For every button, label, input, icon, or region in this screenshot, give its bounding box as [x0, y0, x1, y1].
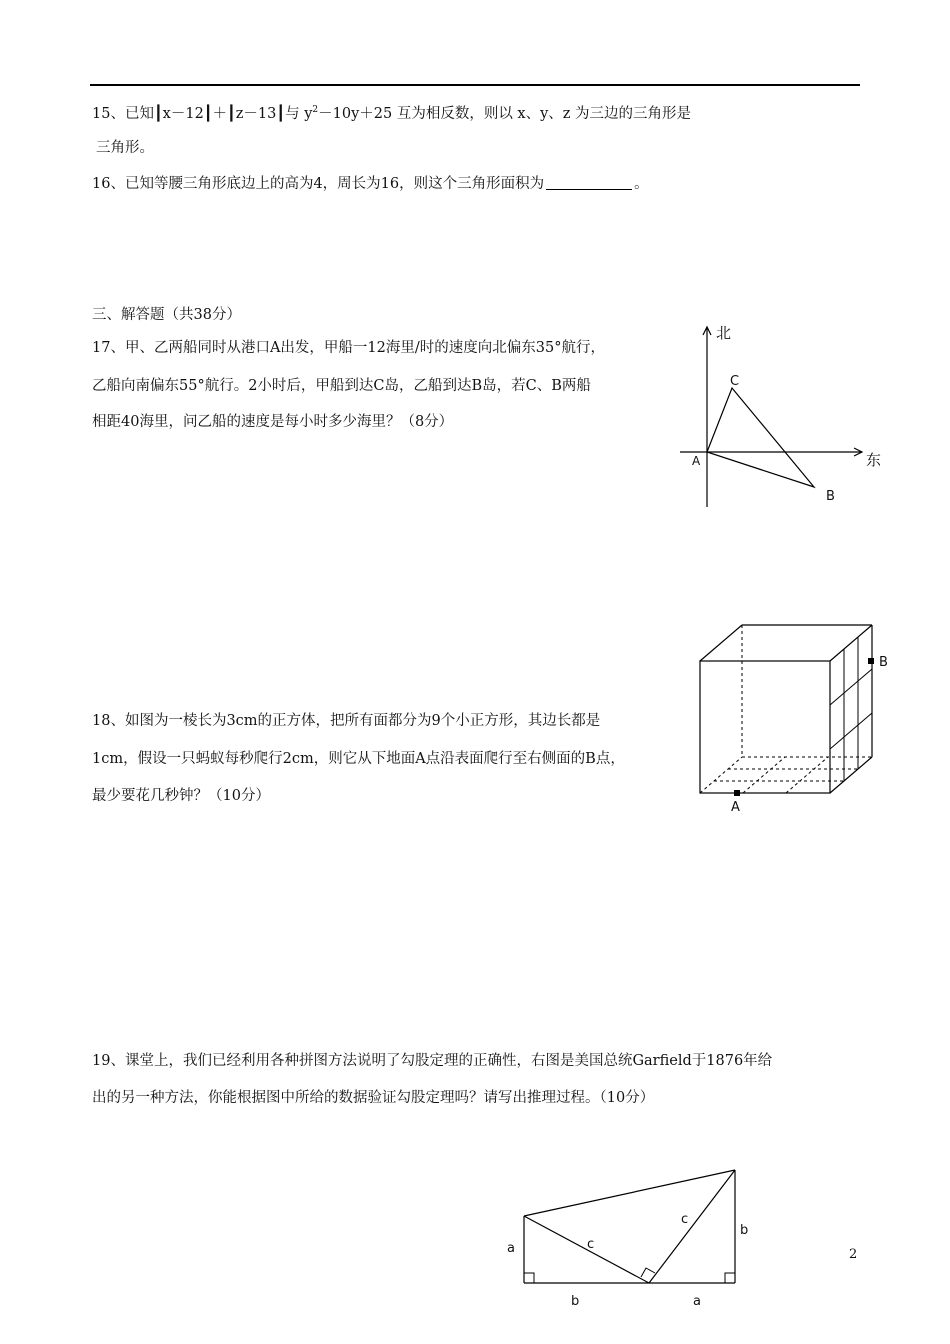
- point-a-label: A: [731, 800, 740, 815]
- side-c-right: c: [681, 1212, 689, 1227]
- side-b-right: b: [740, 1223, 749, 1238]
- q15-line1: 15、已知┃x－12┃＋┃z－13┃与 $y^2-10y+25$ 互为相反数，则以 x、y、z 为三边的三角形是: [92, 105, 692, 122]
- side-b-bottom: b: [571, 1294, 580, 1309]
- side-a-bottom: a: [693, 1294, 701, 1309]
- q17-line1: 17、甲、乙两船同时从港口A出发，甲船一12海里/时的速度向北偏东35°航行，: [92, 340, 605, 356]
- q18-line2: 1cm，假设一只蚂蚁每秒爬行2cm，则它从下地面A点沿表面爬行至右侧面的B点，: [92, 751, 625, 767]
- north-label: 北: [716, 324, 732, 342]
- point-a-label: A: [692, 454, 701, 468]
- q19-line1: 19、课堂上，我们已经利用各种拼图方法说明了勾股定理的正确性，右图是美国总统Garfield于1876年给: [92, 1053, 773, 1069]
- q16-line: 16、已知等腰三角形底边上的高为4，周长为16，则这个三角形面积为 。: [92, 176, 649, 192]
- point-b-label: B: [826, 489, 835, 504]
- side-a-left: a: [507, 1241, 515, 1256]
- east-label: 东: [866, 451, 882, 469]
- side-c-left: c: [587, 1237, 595, 1252]
- q19-line2: 出的另一种方法，你能根据图中所给的数据验证勾股定理吗？请写出推理过程。（10分）: [92, 1090, 655, 1106]
- section-heading: 三、解答题（共38分）: [92, 307, 241, 323]
- point-b-label: B: [879, 655, 888, 670]
- q17-figure: [660, 315, 900, 515]
- q17-line3: 相距40海里，问乙船的速度是每小时多少海里？（8分）: [92, 414, 454, 430]
- q18-line3: 最少要花几秒钟？（10分）: [92, 788, 270, 804]
- point-c-label: C: [730, 374, 740, 389]
- page-number: 2: [849, 1247, 858, 1262]
- q19-garfield-figure: [495, 1160, 775, 1310]
- q18-cube-figure: [690, 615, 900, 820]
- answer-blank: [546, 175, 632, 190]
- header-rule: [90, 84, 860, 86]
- q18-line1: 18、如图为一棱长为3cm的正方体，把所有面都分为9个小正方形，其边长都是: [92, 713, 601, 729]
- q17-line2: 乙船向南偏东55°航行。2小时后，甲船到达C岛，乙船到达B岛，若C、B两船: [92, 378, 591, 394]
- q15-line2: 三角形。: [96, 140, 154, 156]
